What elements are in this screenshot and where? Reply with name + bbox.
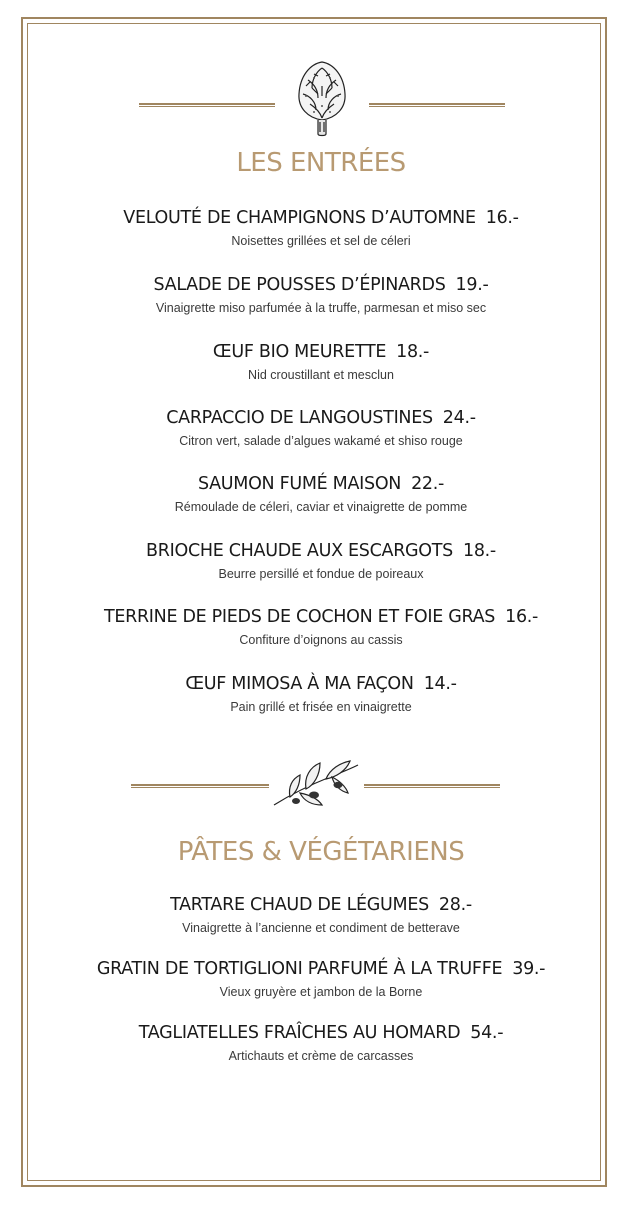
item-price: 54.-: [470, 1023, 504, 1043]
item-name: GRATIN DE TORTIGLIONI PARFUMÉ À LA TRUFFE: [96, 959, 503, 979]
item-price: 39.-: [512, 959, 546, 979]
item-description: Citron vert, salade d’algues wakamé et shiso rouge: [179, 434, 463, 448]
list-item: [0, 894, 642, 936]
item-price: 16.-: [485, 208, 519, 228]
list-item: [0, 407, 642, 449]
item-description: Rémoulade de céleri, caviar et vinaigrette de pomme: [174, 500, 468, 514]
ornament-line-left: [139, 103, 275, 107]
list-item: [0, 958, 642, 1000]
item-description: Artichauts et crème de carcasses: [228, 1049, 414, 1063]
item-price: 14.-: [423, 674, 457, 694]
item-name: ŒUF BIO MEURETTE: [212, 342, 387, 362]
section-title-pates: PÂTES & VÉGÉTARIENS: [177, 837, 465, 867]
menu-border-inner: [27, 23, 601, 1181]
item-price: 19.-: [455, 275, 489, 295]
item-price: 24.-: [442, 408, 476, 428]
list-item: [0, 473, 642, 515]
item-description: Vinaigrette miso parfumée à la truffe, parmesan et miso sec: [155, 301, 487, 315]
section-title-entrees: LES ENTRÉES: [236, 148, 406, 178]
item-price: 18.-: [462, 541, 496, 561]
list-item: [0, 274, 642, 316]
item-name: TAGLIATELLES FRAÎCHES AU HOMARD: [138, 1023, 461, 1043]
list-item: [0, 207, 642, 249]
artichoke-icon: [290, 56, 354, 140]
item-name: CARPACCIO DE LANGOUSTINES: [166, 408, 433, 428]
item-price: 18.-: [396, 342, 430, 362]
item-name: SALADE DE POUSSES D’ÉPINARDS: [153, 275, 446, 295]
ornament-line-left: [131, 784, 269, 788]
olive-branch-icon: [270, 755, 362, 809]
item-name: SAUMON FUMÉ MAISON: [197, 474, 402, 494]
item-description: Nid croustillant et mesclun: [248, 368, 394, 382]
ornament-line-right: [369, 103, 505, 107]
item-description: Noisettes grillées et sel de céleri: [231, 234, 411, 248]
list-item: [0, 1022, 642, 1064]
item-name: TERRINE DE PIEDS DE COCHON ET FOIE GRAS: [103, 607, 496, 627]
item-name: ŒUF MIMOSA À MA FAÇON: [185, 674, 414, 694]
list-item: [0, 540, 642, 582]
item-description: Vieux gruyère et jambon de la Borne: [219, 985, 423, 999]
item-description: Confiture d’oignons au cassis: [239, 633, 403, 647]
list-item: [0, 673, 642, 715]
item-name: TARTARE CHAUD DE LÉGUMES: [170, 895, 429, 915]
ornament-line-right: [364, 784, 500, 788]
item-name: BRIOCHE CHAUDE AUX ESCARGOTS: [146, 541, 453, 561]
item-description: Pain grillé et frisée en vinaigrette: [230, 700, 412, 714]
list-item: [0, 341, 642, 383]
item-name: VELOUTÉ DE CHAMPIGNONS D’AUTOMNE: [123, 208, 476, 228]
list-item: [0, 606, 642, 648]
item-price: 16.-: [505, 607, 539, 627]
item-price: 22.-: [411, 474, 445, 494]
item-price: 28.-: [438, 895, 472, 915]
item-description: Beurre persillé et fondue de poireaux: [218, 567, 424, 581]
item-description: Vinaigrette à l’ancienne et condiment de betterave: [182, 921, 460, 935]
